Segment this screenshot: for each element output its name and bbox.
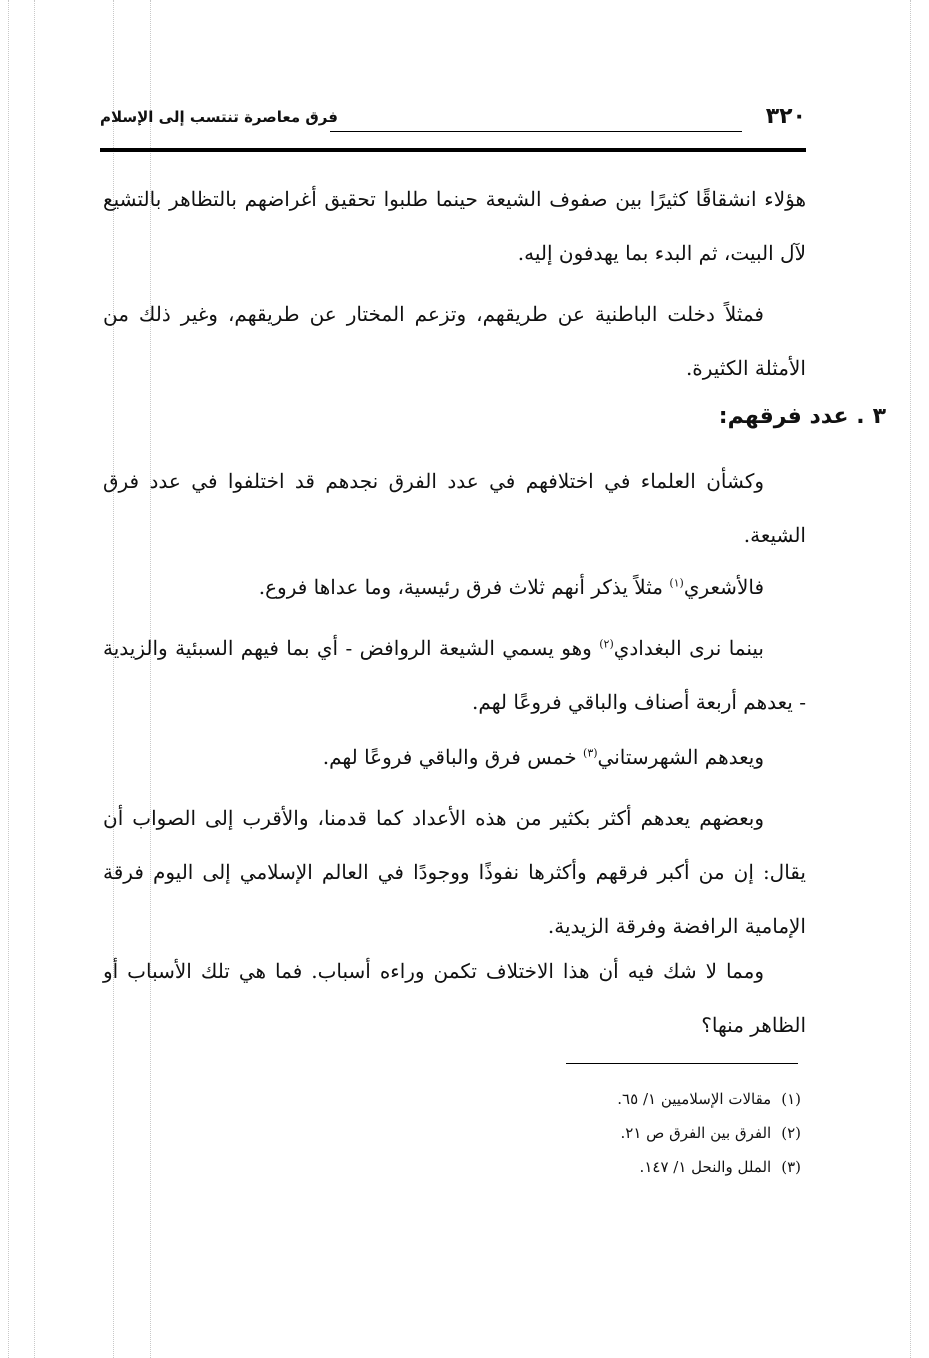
- body-paragraph: فمثلاً دخلت الباطنية عن طريقهم، وتزعم المختار عن طريقهم، وغير ذلك من الأمثلة الكثيرة.: [103, 302, 806, 380]
- section-number: ٣: [872, 404, 886, 429]
- body-paragraph: هؤلاء انشقاقًا كثيرًا بين صفوف الشيعة حينما طلبوا تحقيق أغراضهم بالتظاهر بالتشيع لآل البيت، ثم البدء بما يهدفون إليه.: [103, 187, 806, 265]
- footnote-marker: (٢): [781, 1124, 801, 1142]
- body-paragraph: وكشأن العلماء في اختلافهم في عدد الفرق نجدهم قد اختلفوا في عدد فرق الشيعة.: [103, 469, 806, 547]
- header-rule: [100, 148, 806, 152]
- footnote-text: الفرق بين الفرق ص ٢١.: [620, 1124, 772, 1142]
- footnote-item: [501, 1082, 801, 1116]
- paragraph-text: خمس فرق والباقي فروعًا لهم.: [322, 745, 584, 769]
- section-heading: [719, 404, 886, 429]
- footnote-reference[interactable]: (١): [669, 576, 684, 590]
- footnote-reference[interactable]: (٢): [599, 637, 614, 651]
- footnote-item: [501, 1116, 801, 1150]
- footnote-marker: (٣): [781, 1158, 801, 1176]
- section-bullet: .: [856, 404, 865, 429]
- paragraph-text: مثلاً يذكر أنهم ثلاث فرق رئيسية، وما عداها فروع.: [258, 575, 670, 599]
- body-paragraph: [103, 560, 806, 614]
- body-paragraph: وبعضهم يعدهم أكثر بكثير من هذه الأعداد كما قدمنا، والأقرب إلى الصواب أن يقال: إن من أكبر فرقهم وأكثرها نفوذًا ووجودًا في العالم الإسلامي إلى اليوم فرقة الإمامية الرافضة وفرقة الزيدية.: [103, 806, 806, 938]
- body-paragraph: ومما لا شك فيه أن هذا الاختلاف تكمن وراءه أسباب. فما هي تلك الأسباب أو الظاهر منها؟: [103, 959, 806, 1037]
- footnote-text: مقالات الإسلاميين ١/ ٦٥.: [617, 1090, 772, 1108]
- paragraph-text: وهو يسمي الشيعة الروافض - أي بما فيهم السبئية والزيدية - يعدهم أربعة أصناف والباقي فروعًا لهم.: [103, 636, 806, 714]
- body-paragraph: [103, 730, 806, 784]
- page-header: [100, 104, 806, 140]
- footnote-reference[interactable]: (٣): [583, 746, 598, 760]
- footnote-text: الملل والنحل ١/ ١٤٧.: [639, 1158, 772, 1176]
- paragraph-text: ويعدهم الشهرستاني: [597, 745, 764, 769]
- running-title: فرق معاصرة تنتسب إلى الإسلام: [100, 108, 338, 126]
- paragraph-text: فالأشعري: [683, 575, 764, 599]
- section-title: عدد فرقهم:: [718, 404, 849, 429]
- footnote-divider: [566, 1063, 798, 1064]
- footnotes-list: [501, 1082, 801, 1184]
- page-number: ٣٢٠: [765, 104, 806, 129]
- header-divider: [330, 131, 742, 132]
- footnote-marker: (١): [781, 1090, 801, 1108]
- paragraph-text: بينما نرى البغدادي: [613, 636, 764, 660]
- footnote-item: [501, 1150, 801, 1184]
- body-paragraph: [103, 621, 806, 729]
